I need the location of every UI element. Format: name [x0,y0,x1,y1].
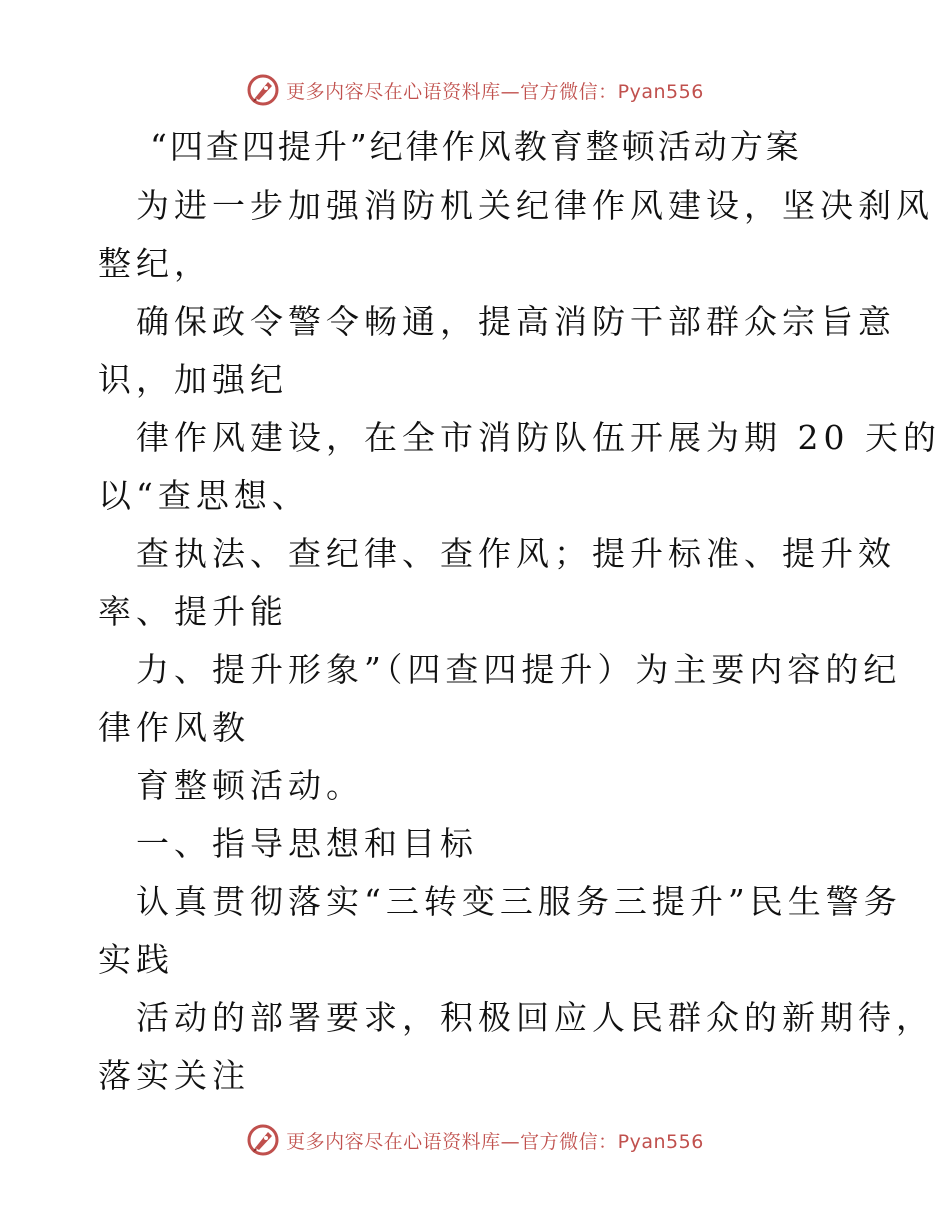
paragraph-line: 实践 [98,940,174,979]
pen-logo-icon [246,73,280,107]
paragraph-line: 力、提升形象”（四查四提升）为主要内容的纪 [136,650,902,689]
paragraph-line: 查执法、查纪律、查作风；提升标准、提升效 [136,534,896,573]
paragraph-line: 率、提升能 [98,592,288,631]
footer-watermark [0,1120,950,1160]
header-watermark [0,70,950,110]
paragraph-line: 确保政令警令畅通，提高消防干部群众宗旨意 [136,302,896,341]
paragraph-line: 落实关注 [98,1056,250,1095]
watermark-text: 更多内容尽在心语资料库—官方微信：Pyan556 [286,80,704,103]
paragraph-line: 整纪， [98,244,212,283]
paragraph-line: 识，加强纪 [98,360,288,399]
watermark-text: 更多内容尽在心语资料库—官方微信：Pyan556 [286,1130,704,1153]
paragraph-line: 认真贯彻落实“三转变三服务三提升”民生警务 [136,882,902,921]
paragraph-line: 活动的部署要求，积极回应人民群众的新期待， [136,998,934,1037]
section-heading: 一、指导思想和目标 [136,824,478,863]
paragraph-line: 律作风建设，在全市消防队伍开展为期 20 天的 [136,418,941,457]
paragraph-line: 育整顿活动。 [136,766,364,805]
paragraph-line: 为进一步加强消防机关纪律作风建设，坚决刹风 [136,186,934,225]
paragraph-line: 律作风教 [98,708,250,747]
pen-logo-icon [246,1123,280,1157]
paragraph-line: 以“查思想、 [98,476,310,515]
document-title: “四查四提升”纪律作风教育整顿活动方案 [150,127,802,166]
